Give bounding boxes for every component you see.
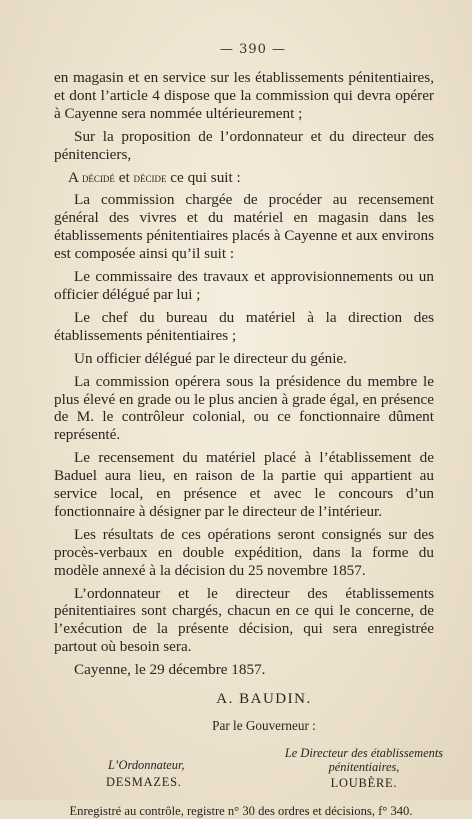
paragraph-baduel: Le recensement du matériel placé à l’établissement de Baduel aura lieu, en raison de la partie qui appartient au service local, en présence et avec le concours d’un fonctionnaire à désigner par le directeur de l’intérieur.: [54, 449, 434, 520]
left-signatory: [106, 758, 236, 790]
paragraph-member-1: Le commissaire des travaux et approvisionnements ou un officier délégué par lui ;: [54, 268, 434, 303]
right-signatory-name: LOUBÈRE.: [330, 776, 398, 791]
registration-note: Enregistré au contrôle, registre n° 30 des ordres et décisions, f° 340.: [69, 804, 413, 819]
signatories: [54, 746, 444, 796]
paragraph-resultats: Les résultats de ces opérations seront consignés sur des procès-verbaux en double expédition, dans la forme du modèle annexé à la décision du 25 novembre 1857.: [54, 525, 434, 579]
par-le-gouverneur: Par le Gouverneur :: [212, 718, 316, 734]
right-signatory: [264, 746, 464, 791]
decision-line: [54, 169, 434, 187]
decision-a: A: [68, 168, 79, 186]
body-text: [54, 69, 434, 679]
right-signatory-role-line1: Le Directeur des établissements: [284, 746, 444, 761]
decision-decide-1: décidé: [81, 169, 115, 185]
decision-et: et: [118, 168, 130, 186]
paragraph-presidence: La commission opérera sous la présidence du membre le plus élevé en grade ou le plus ancien à grade égal, en présence de M. le contrôleur colonial, ou ce fonctionnaire dûment représenté.: [54, 372, 434, 444]
paragraph-continuation: en magasin et en service sur les établissements pénitentiaires, et dont l’article 4 dispose que la commission qui devra opérer à Cayenne sera nommée ultérieurement ;: [54, 69, 434, 122]
date-line: Cayenne, le 29 décembre 1857.: [74, 661, 266, 679]
right-signatory-role-line2: pénitentiaires,: [328, 760, 400, 775]
paragraph-member-3: Un officier délégué par le directeur du génie.: [74, 349, 347, 367]
paragraph-member-2: Le chef du bureau du matériel à la direction des établissements pénitentiaires ;: [54, 308, 434, 344]
left-signatory-role: L’Ordonnateur,: [108, 758, 185, 773]
paragraph-proposition: Sur la proposition de l’ordonnateur et du directeur des pénitenciers,: [54, 127, 434, 163]
decision-decide-2: décide: [133, 169, 167, 185]
governor-signature: A. BAUDIN.: [216, 691, 312, 708]
decision-rest: ce qui suit :: [170, 168, 241, 186]
paragraph-execution: L’ordonnateur et le directeur des établissements pénitentiaires sont chargés, chacun en ce qui le concerne, de l’exécution de la présente décision, qui sera enregistrée partout où besoin sera.: [54, 584, 434, 656]
left-signatory-name: DESMAZES.: [106, 775, 182, 790]
paragraph-commission: La commission chargée de procéder au recensement général des vivres et du matériel en magasin dans les établissements pénitentiaires placés à Cayenne et aux environs est composée ainsi qu’il suit :: [54, 191, 434, 263]
page-number: — 390 —: [219, 42, 287, 57]
